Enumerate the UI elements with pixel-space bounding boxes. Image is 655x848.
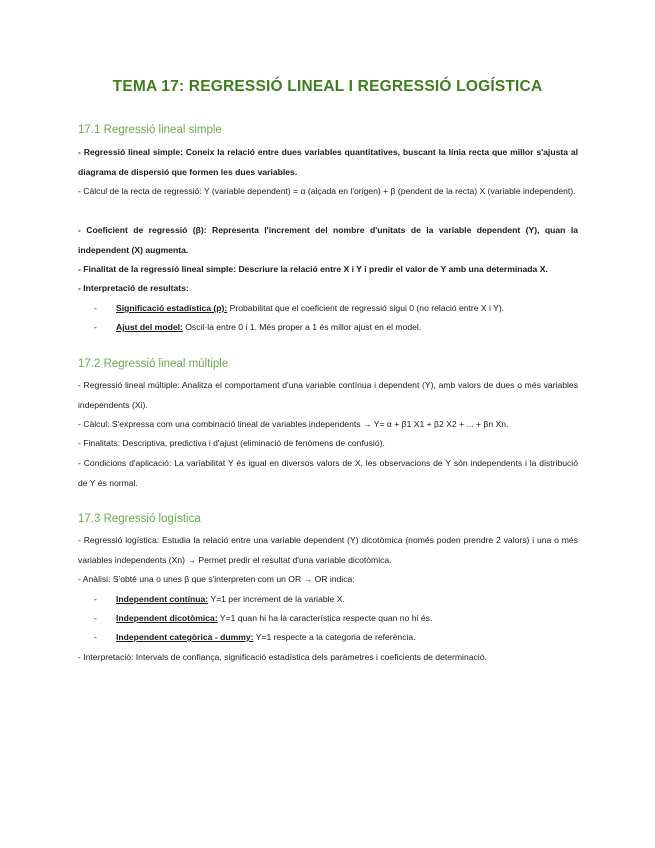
section-heading-17-3: 17.3 Regressió logística bbox=[78, 513, 201, 525]
paragraph-lineal-simple-definition: - Regressió lineal simple: Coneix la relació entre dues variables quantitatives, buscant la línia recta que millor s'ajusta al diagrama de dispersió que formen les dues variables. bbox=[78, 147, 578, 177]
list-item-text: Y=1 respecte a la categoria de referència. bbox=[253, 632, 416, 642]
list-item: - Independent categòrica - dummy: Y=1 respecte a la categoria de referència. bbox=[94, 632, 416, 642]
list-item-text: Oscil·la entre 0 i 1. Més proper a 1 és millor ajust en el model. bbox=[182, 322, 422, 332]
list-item-label: Significació estadística (p): bbox=[116, 303, 228, 313]
paragraph-recta-regressio: - Càlcul de la recta de regressió: Y (variable dependent) = α (alçada en l'origen) + β (pendent de la recta) X (variable independent). bbox=[78, 186, 576, 196]
list-item-text: Y=1 per increment de la variable X. bbox=[208, 594, 345, 604]
list-item-text: Y=1 quan hi ha la característica respecte quan no hi és. bbox=[217, 613, 433, 623]
paragraph-calcul-multiple: - Càlcul: S'expressa com una combinació lineal de variables independents → Y= α + β1 X1 + β2 X2 + ... + βn Xn. bbox=[78, 419, 509, 429]
list-item: - Independent contínua: Y=1 per increment de la variable X. bbox=[94, 594, 345, 604]
paragraph-interpretacio-logistica: - Interpretació: Intervals de confiança, significació estadística dels paràmetres i coeficients de determinació. bbox=[78, 652, 487, 662]
list-item-label: Independent categòrica - dummy: bbox=[116, 632, 254, 642]
list-item: - Independent dicotòmica: Y=1 quan hi ha la característica respecte quan no hi és. bbox=[94, 613, 433, 623]
list-item-label: Ajust del model: bbox=[116, 322, 183, 332]
paragraph-coeficient-regressio: - Coeficient de regressió (β): Representa l'increment del nombre d'unitats de la variable dependent (Y), quan la independent (X) augmenta. bbox=[78, 225, 578, 255]
paragraph-finalitats-multiple: - Finalitats: Descriptiva, predictiva i d'ajust (eliminació de fenòmens de confusió). bbox=[78, 438, 385, 448]
list-item-text: Probabilitat que el coeficient de regressió sigui 0 (no relació entre X i Y). bbox=[227, 303, 505, 313]
page-title: TEMA 17: REGRESSIÓ LINEAL I REGRESSIÓ LOGÍSTICA bbox=[112, 78, 543, 95]
list-item-label: Independent dicotòmica: bbox=[116, 613, 218, 623]
paragraph-lineal-multiple-definition: - Regressió lineal múltiple: Analitza el comportament d'una variable contínua i dependent (Y), amb valors de dues o més variables independents (Xi). bbox=[78, 380, 578, 410]
section-heading-17-1: 17.1 Regressió lineal simple bbox=[78, 124, 222, 136]
paragraph-interpretacio-resultats: - Interpretació de resultats: bbox=[78, 283, 189, 293]
paragraph-logistica-definition: - Regressió logística: Estudia la relació entre una variable dependent (Y) dicotòmica (només poden prendre 2 valors) i una o més variables independents (Xn) → Permet predir el resultat d'una variable dicotòmica. bbox=[78, 535, 578, 565]
paragraph-analisi-or: - Anàlisi: S'obté una o unes β que s'interpreten com un OR → OR indica: bbox=[78, 574, 355, 584]
list-item: - Ajust del model: Oscil·la entre 0 i 1. Més proper a 1 és millor ajust en el model. bbox=[94, 322, 422, 332]
list-item: - Significació estadística (p): Probabilitat que el coeficient de regressió sigui 0 (no relació entre X i Y). bbox=[94, 303, 505, 313]
paragraph-condicions-aplicacio: - Condicions d'aplicació: La variabilitat Y és igual en diversos valors de X, les observacions de Y són independents i la distribució de Y és normal. bbox=[78, 458, 578, 488]
list-item-label: Independent contínua: bbox=[116, 594, 209, 604]
paragraph-finalitat-simple: - Finalitat de la regressió lineal simple: Descriure la relació entre X i Y i predir el valor de Y amb una determinada X. bbox=[78, 264, 548, 274]
section-heading-17-2: 17.2 Regressió lineal múltiple bbox=[78, 358, 229, 370]
